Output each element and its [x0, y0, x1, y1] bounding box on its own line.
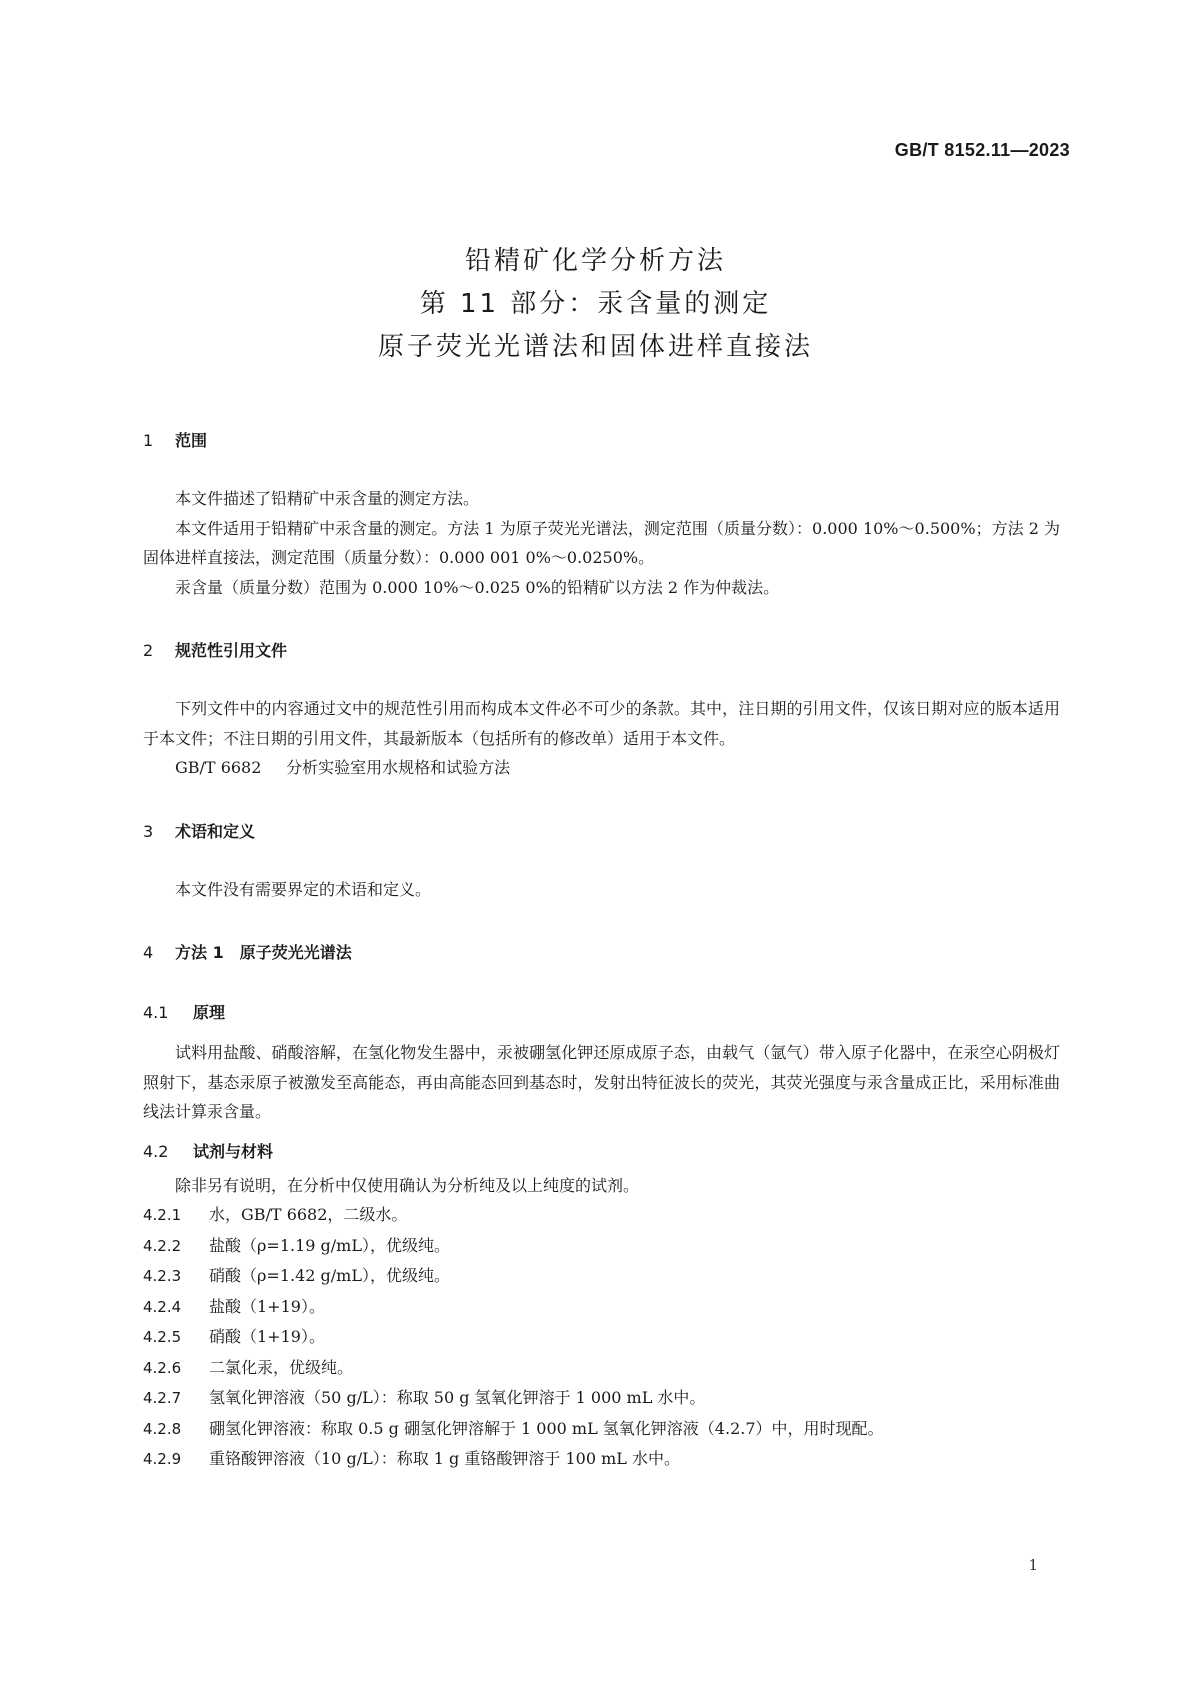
list-item — [143, 1292, 1060, 1323]
list-item — [143, 1414, 1060, 1445]
paragraph: 本文件没有需要界定的术语和定义。 — [175, 879, 432, 899]
item-text: 硝酸（1+19）。 — [209, 1327, 325, 1346]
item-number: 4.2.6 — [143, 1358, 182, 1377]
list-item — [143, 1200, 1060, 1231]
item-text: 重铬酸钾溶液（10 g/L）：称取 1 g 重铬酸钾溶于 100 mL 水中。 — [209, 1449, 680, 1468]
page-number: 1 — [1028, 1556, 1038, 1574]
section-title: 规范性引用文件 — [175, 641, 288, 660]
section-title: 范围 — [175, 431, 208, 450]
reference-title: 分析实验室用水规格和试验方法 — [286, 758, 511, 777]
list-item — [143, 1231, 1060, 1262]
item-number: 4.2.8 — [143, 1419, 182, 1438]
item-number: 4.2.4 — [143, 1297, 182, 1316]
item-number: 4.2.9 — [143, 1450, 182, 1468]
subsection-title: 试剂与材料 — [193, 1141, 274, 1161]
item-number: 4.2.5 — [143, 1328, 182, 1346]
item-number: 4.2.7 — [143, 1389, 182, 1407]
section-number: 1 — [143, 431, 154, 450]
list-item — [143, 1383, 1060, 1414]
item-number: 4.2.2 — [143, 1236, 182, 1255]
document-body — [143, 430, 1060, 1475]
paragraph: 汞含量（质量分数）范围为 0.000 10%～0.025 0%的铅精矿以方法 2 作为仲裁法。 — [175, 577, 780, 597]
list-item — [143, 1444, 1060, 1475]
item-text: 水，GB/T 6682，二级水。 — [209, 1205, 408, 1224]
list-item — [143, 1353, 1060, 1384]
document-title — [0, 240, 1191, 369]
title-line-2: 第 11 部分：汞含量的测定 — [419, 289, 772, 319]
section-1-heading — [143, 430, 1060, 452]
list-item — [143, 1261, 1060, 1292]
paragraph: 下列文件中的内容通过文中的规范性引用而构成本文件必不可少的条款。其中，注日期的引用文件，仅该日期对应的版本适用于本文件；不注日期的引用文件，其最新版本（包括所有的修改单）适用于本文件。 — [143, 699, 1060, 748]
standard-number: GB/T 8152.11—2023 — [894, 140, 1070, 160]
item-text: 二氯化汞，优级纯。 — [209, 1357, 354, 1377]
subsection-number: 4.1 — [143, 1003, 169, 1022]
section-number: 2 — [143, 641, 154, 660]
subsection-number: 4.2 — [143, 1141, 169, 1161]
section-title: 方法 1 原子荧光光谱法 — [175, 943, 352, 962]
title-line-3: 原子荧光光谱法和固体进样直接法 — [377, 332, 813, 362]
title-line-1: 铅精矿化学分析方法 — [464, 246, 726, 276]
item-text: 氢氧化钾溶液（50 g/L）：称取 50 g 氢氧化钾溶于 1 000 mL 水中。 — [209, 1388, 706, 1407]
subsection-4-2-heading — [143, 1141, 1060, 1163]
paragraph: 本文件适用于铅精矿中汞含量的测定。方法 1 为原子荧光光谱法，测定范围（质量分数）：0.000 10%～0.500%；方法 2 为固体进样直接法，测定范围（质量分数）：0.000 001 0%～0.0250%。 — [143, 518, 1060, 567]
subsection-title: 原理 — [193, 1003, 226, 1022]
list-item — [143, 1322, 1060, 1353]
section-2-heading — [143, 640, 1060, 662]
section-title: 术语和定义 — [175, 821, 256, 841]
item-text: 硼氢化钾溶液：称取 0.5 g 硼氢化钾溶解于 1 000 mL 氢氧化钾溶液（4.2.7）中，用时现配。 — [209, 1418, 884, 1438]
paragraph: 试料用盐酸、硝酸溶解，在氢化物发生器中，汞被硼氢化钾还原成原子态，由载气（氩气）带入原子化器中，在汞空心阴极灯照射下，基态汞原子被激发至高能态，再由高能态回到基态时，发射出特征波长的荧光，其荧光强度与汞含量成正比，采用标准曲线法计算汞含量。 — [143, 1043, 1060, 1121]
item-text: 盐酸（ρ=1.19 g/mL），优级纯。 — [209, 1235, 450, 1255]
item-number: 4.2.3 — [143, 1267, 182, 1285]
section-number: 3 — [143, 821, 154, 841]
subsection-4-1-heading — [143, 1002, 1060, 1024]
item-text: 硝酸（ρ=1.42 g/mL），优级纯。 — [209, 1266, 450, 1285]
section-3-heading — [143, 821, 1060, 843]
paragraph: 除非另有说明，在分析中仅使用确认为分析纯及以上纯度的试剂。 — [175, 1175, 640, 1195]
normative-reference — [143, 753, 1060, 783]
item-text: 盐酸（1+19）。 — [209, 1296, 325, 1316]
reference-code: GB/T 6682 — [175, 758, 262, 777]
section-number: 4 — [143, 943, 154, 962]
section-4-heading — [143, 942, 1060, 964]
item-number: 4.2.1 — [143, 1206, 182, 1224]
paragraph: 本文件描述了铅精矿中汞含量的测定方法。 — [175, 489, 480, 508]
